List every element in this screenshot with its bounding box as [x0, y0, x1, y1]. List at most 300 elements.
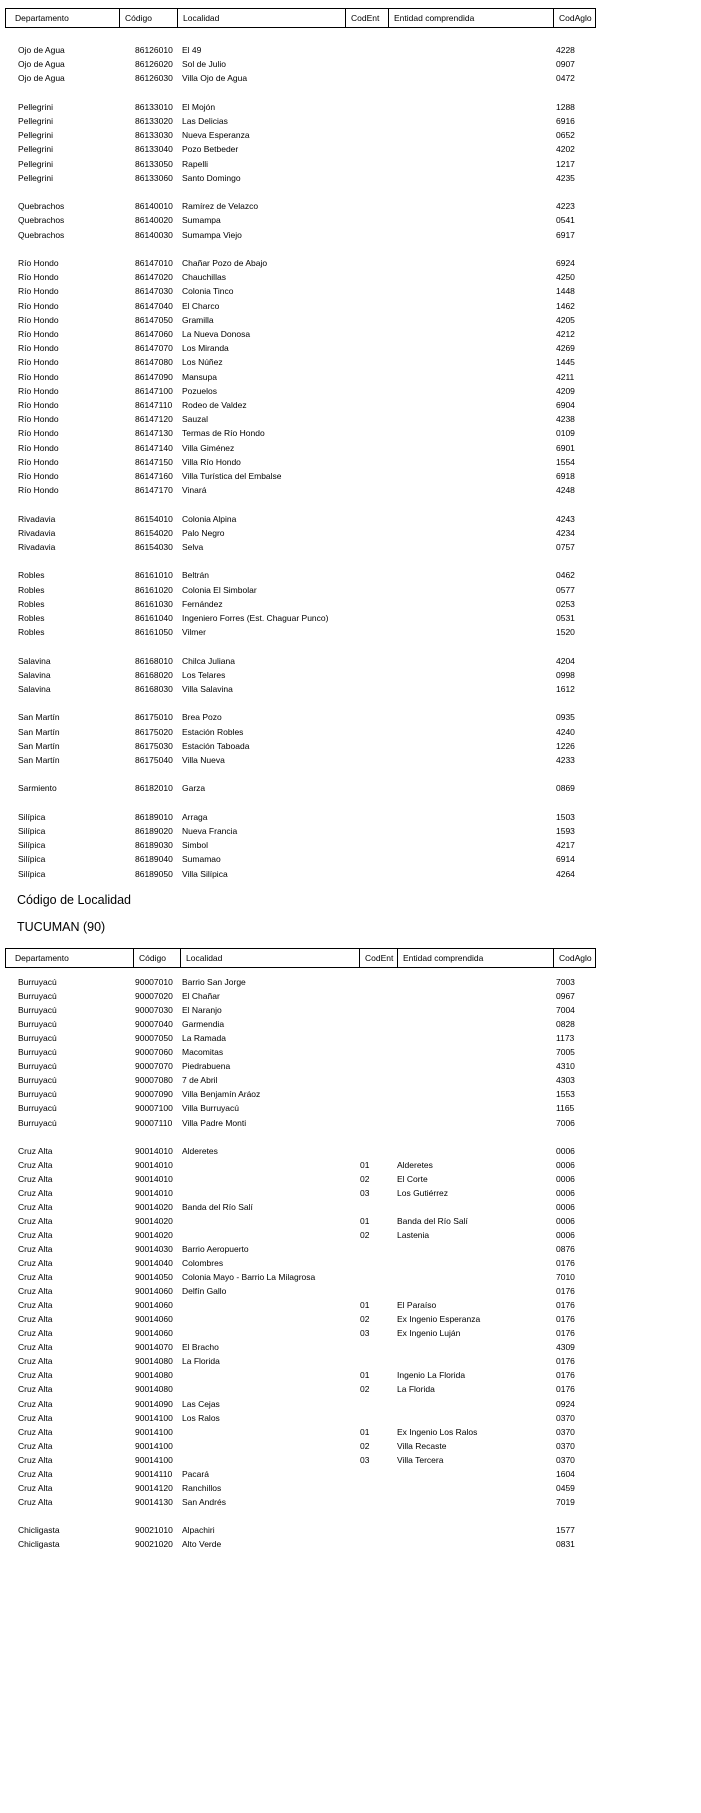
table-row — [0, 1453, 600, 1467]
cell-departamento: Cruz Alta — [18, 1454, 53, 1465]
table-row — [0, 625, 600, 639]
cell-departamento: Río Hondo — [18, 456, 59, 467]
cell-codaglo: 1520 — [556, 627, 575, 638]
cell-codaglo: 1604 — [556, 1468, 575, 1479]
cell-localidad: Las Delicias — [182, 116, 228, 126]
table-row — [0, 213, 600, 227]
cell-codaglo: 0652 — [556, 130, 575, 141]
cell-departamento: Chicligasta — [18, 1539, 60, 1549]
cell-codigo: 86147160 — [135, 471, 173, 481]
table-row — [0, 114, 600, 128]
cell-codaglo: 0924 — [556, 1398, 575, 1409]
header-entidad: Entidad comprendida — [388, 9, 553, 27]
cell-codigo: 86147040 — [135, 300, 173, 311]
cell-codaglo: 0541 — [556, 215, 575, 226]
table-row — [0, 1017, 600, 1031]
table-row — [0, 1003, 600, 1017]
cell-departamento: Río Hondo — [18, 300, 59, 311]
cell-localidad: Sumampa Viejo — [182, 229, 242, 240]
cell-codaglo: 0998 — [556, 669, 575, 680]
table-row — [0, 852, 600, 866]
cell-codaglo: 1173 — [556, 1033, 575, 1044]
table-row — [0, 1228, 600, 1242]
table-row — [0, 781, 600, 795]
cell-localidad: Chauchillas — [182, 272, 226, 283]
cell-codigo: 90007020 — [135, 991, 173, 1002]
cell-codent: 01 — [360, 1426, 370, 1437]
table-row — [0, 71, 600, 85]
cell-localidad: Delfín Gallo — [182, 1286, 227, 1297]
table-row — [0, 1256, 600, 1270]
table-row — [0, 1073, 600, 1087]
cell-codigo: 86175040 — [135, 755, 173, 765]
table-row — [0, 753, 600, 767]
cell-localidad: Chilca Juliana — [182, 655, 235, 666]
table-row — [0, 739, 600, 753]
cell-entidad: Ingenio La Florida — [397, 1370, 466, 1381]
cell-codigo: 90014110 — [135, 1468, 173, 1479]
cell-localidad: Pozo Betbeder — [182, 144, 239, 155]
cell-codigo: 86161040 — [135, 613, 173, 623]
cell-codigo: 90014100 — [135, 1440, 173, 1451]
table-row — [0, 1368, 600, 1382]
cell-codaglo: 0176 — [556, 1258, 575, 1268]
cell-codent: 02 — [360, 1314, 370, 1325]
cell-codigo: 90007100 — [135, 1103, 173, 1114]
cell-codigo: 86133020 — [135, 116, 173, 126]
table-row — [0, 540, 600, 554]
cell-localidad: Selva — [182, 542, 204, 552]
table-row — [0, 526, 600, 540]
cell-departamento: Río Hondo — [18, 314, 59, 325]
table-row — [0, 341, 600, 355]
cell-departamento: Cruz Alta — [18, 1229, 53, 1240]
cell-localidad: El Mojón — [182, 101, 216, 112]
cell-codigo: 90007030 — [135, 1005, 173, 1016]
cell-codigo: 90007080 — [135, 1075, 173, 1086]
cell-codigo: 86147120 — [135, 414, 173, 425]
cell-departamento: San Martín — [18, 755, 60, 765]
cell-localidad: Las Cejas — [182, 1398, 220, 1409]
table-row — [0, 1031, 600, 1045]
cell-codaglo: 4212 — [556, 329, 575, 339]
cell-codaglo: 0462 — [556, 570, 575, 581]
table-row — [0, 654, 600, 668]
cell-codaglo: 6924 — [556, 258, 575, 268]
cell-codaglo: 0176 — [556, 1314, 575, 1325]
table-row — [0, 370, 600, 384]
cell-codigo: 86133030 — [135, 130, 173, 141]
cell-departamento: Pellegrini — [18, 130, 53, 141]
cell-departamento: Cruz Alta — [18, 1300, 53, 1311]
cell-codaglo: 4233 — [556, 755, 575, 765]
header-codaglo: CodAglo — [553, 949, 596, 967]
cell-departamento: Río Hondo — [18, 442, 59, 453]
table-row — [0, 512, 600, 526]
table-row — [0, 313, 600, 327]
table-row — [0, 1397, 600, 1411]
cell-codaglo: 1612 — [556, 684, 575, 694]
cell-departamento: San Martín — [18, 726, 60, 737]
table-row — [0, 568, 600, 582]
cell-departamento: Rivadavia — [18, 513, 56, 524]
table-row — [0, 611, 600, 625]
cell-localidad: Fernández — [182, 598, 223, 609]
cell-localidad: Santo Domingo — [182, 172, 241, 183]
cell-codigo: 90014060 — [135, 1300, 173, 1311]
cell-localidad: La Ramada — [182, 1033, 226, 1044]
cell-localidad: El Chañar — [182, 991, 220, 1002]
cell-codaglo: 1503 — [556, 811, 575, 822]
cell-codigo: 86133050 — [135, 158, 173, 169]
cell-codaglo: 6918 — [556, 471, 575, 481]
cell-codigo: 86147020 — [135, 272, 173, 283]
table-row — [0, 142, 600, 156]
table-row — [0, 1537, 600, 1551]
cell-codent: 01 — [360, 1300, 370, 1311]
cell-codigo: 86168020 — [135, 669, 173, 680]
cell-localidad: Colonia Tinco — [182, 286, 234, 297]
cell-entidad: Alderetes — [397, 1159, 433, 1170]
cell-localidad: Gramilla — [182, 314, 214, 325]
cell-codaglo: 4228 — [556, 45, 575, 55]
cell-departamento: Salavina — [18, 669, 51, 680]
cell-departamento: Río Hondo — [18, 400, 59, 410]
table-row — [0, 355, 600, 369]
cell-entidad: Ex Ingenio Luján — [397, 1328, 461, 1339]
cell-departamento: Ojo de Agua — [18, 73, 65, 84]
cell-codaglo: 7010 — [556, 1272, 575, 1283]
cell-departamento: Río Hondo — [18, 286, 59, 297]
cell-codigo: 86147070 — [135, 343, 173, 354]
cell-localidad: Villa Río Hondo — [182, 456, 241, 467]
cell-codaglo: 0006 — [556, 1187, 575, 1198]
cell-codigo: 90014020 — [135, 1201, 173, 1212]
table-row — [0, 228, 600, 242]
table-row — [0, 682, 600, 696]
cell-localidad: Colonia Alpina — [182, 513, 237, 524]
cell-codigo: 90014080 — [135, 1370, 173, 1381]
cell-departamento: Río Hondo — [18, 343, 59, 354]
cell-codaglo: 4235 — [556, 172, 575, 183]
cell-localidad: Alto Verde — [182, 1539, 222, 1549]
cell-codigo: 86126020 — [135, 59, 173, 70]
table-header — [5, 948, 596, 968]
table-row — [0, 1144, 600, 1158]
cell-localidad: Estación Robles — [182, 726, 244, 737]
cell-codaglo: 4217 — [556, 840, 575, 851]
header-codigo: Código — [119, 9, 177, 27]
cell-codigo: 90014130 — [135, 1496, 173, 1507]
cell-departamento: Silípica — [18, 868, 46, 879]
cell-departamento: Burruyacú — [18, 1089, 57, 1100]
cell-localidad: Alpachiri — [182, 1524, 215, 1535]
header-codaglo: CodAglo — [553, 9, 596, 27]
cell-departamento: Cruz Alta — [18, 1384, 53, 1395]
cell-departamento: San Martín — [18, 740, 60, 751]
header-departamento: Departamento — [15, 13, 69, 23]
cell-codaglo: 4248 — [556, 485, 575, 496]
cell-localidad: Beltrán — [182, 570, 209, 581]
cell-departamento: Sarmiento — [18, 783, 57, 794]
cell-codent: 02 — [360, 1384, 370, 1395]
table-row — [0, 1214, 600, 1228]
cell-localidad: Los Telares — [182, 669, 226, 680]
cell-codigo: 86133060 — [135, 172, 173, 183]
cell-codigo: 90007060 — [135, 1047, 173, 1058]
header-departamento: Departamento — [15, 953, 69, 963]
cell-localidad: Termas de Río Hondo — [182, 428, 265, 439]
table-row — [0, 426, 600, 440]
table-row — [0, 989, 600, 1003]
cell-localidad: El Bracho — [182, 1342, 219, 1353]
cell-departamento: Burruyacú — [18, 991, 57, 1002]
cell-codigo: 86175030 — [135, 740, 173, 751]
cell-codent: 02 — [360, 1229, 370, 1240]
cell-localidad: Villa Giménez — [182, 442, 235, 453]
cell-departamento: Cruz Alta — [18, 1398, 53, 1409]
cell-departamento: Río Hondo — [18, 385, 59, 396]
table-row — [0, 1045, 600, 1059]
cell-codigo: 90014060 — [135, 1314, 173, 1325]
table-row — [0, 412, 600, 426]
cell-departamento: Río Hondo — [18, 272, 59, 283]
cell-localidad: Nueva Esperanza — [182, 130, 250, 141]
cell-localidad: Colombres — [182, 1258, 224, 1268]
cell-codaglo: 4240 — [556, 726, 575, 737]
cell-codaglo: 6916 — [556, 116, 575, 126]
table-row — [0, 710, 600, 724]
cell-localidad: Villa Burruyacú — [182, 1103, 240, 1114]
cell-codaglo: 4202 — [556, 144, 575, 155]
cell-localidad: Villa Benjamín Aráoz — [182, 1089, 261, 1100]
cell-codaglo: 4303 — [556, 1075, 575, 1086]
cell-localidad: El Naranjo — [182, 1005, 222, 1016]
cell-localidad: 7 de Abril — [182, 1075, 218, 1086]
table-row — [0, 838, 600, 852]
cell-codaglo: 1577 — [556, 1524, 575, 1535]
cell-codaglo: 1165 — [556, 1103, 575, 1114]
cell-codaglo: 0370 — [556, 1454, 575, 1465]
cell-codigo: 86189040 — [135, 854, 173, 865]
cell-codigo: 86147090 — [135, 371, 173, 382]
table-row — [0, 1270, 600, 1284]
table-row — [0, 483, 600, 497]
cell-departamento: Robles — [18, 598, 45, 609]
cell-localidad: Sauzal — [182, 414, 208, 425]
table-row — [0, 1425, 600, 1439]
cell-departamento: Pellegrini — [18, 101, 53, 112]
header-codent: CodEnt — [345, 9, 388, 27]
cell-codigo: 86147100 — [135, 385, 173, 396]
cell-codaglo: 1553 — [556, 1089, 575, 1100]
cell-localidad: Garza — [182, 783, 206, 794]
table-row — [0, 725, 600, 739]
cell-codigo: 86189030 — [135, 840, 173, 851]
cell-codigo: 86147110 — [135, 400, 173, 410]
cell-codaglo: 0176 — [556, 1328, 575, 1339]
cell-codigo: 86147140 — [135, 442, 173, 453]
cell-localidad: Simbol — [182, 840, 208, 851]
cell-departamento: Cruz Alta — [18, 1187, 53, 1198]
cell-departamento: Burruyacú — [18, 1019, 57, 1030]
cell-codent: 02 — [360, 1440, 370, 1451]
cell-departamento: Cruz Alta — [18, 1482, 53, 1493]
cell-departamento: Cruz Alta — [18, 1342, 53, 1353]
cell-codigo: 90007090 — [135, 1089, 173, 1100]
cell-codaglo: 4209 — [556, 385, 575, 396]
cell-localidad: Pozuelos — [182, 385, 217, 396]
cell-codaglo: 0006 — [556, 1159, 575, 1170]
cell-codigo: 86147010 — [135, 258, 173, 268]
cell-codigo: 90014100 — [135, 1454, 173, 1465]
cell-codaglo: 6917 — [556, 229, 575, 240]
cell-departamento: Cruz Alta — [18, 1286, 53, 1297]
cell-departamento: Cruz Alta — [18, 1201, 53, 1212]
cell-localidad: Macomitas — [182, 1047, 224, 1058]
cell-codent: 03 — [360, 1187, 370, 1198]
cell-codaglo: 6904 — [556, 400, 575, 410]
cell-localidad: Garmendia — [182, 1019, 225, 1030]
cell-codigo: 90014100 — [135, 1426, 173, 1437]
table-row — [0, 398, 600, 412]
cell-entidad: La Florida — [397, 1384, 435, 1395]
cell-localidad: Los Ralos — [182, 1412, 220, 1423]
cell-localidad: Chañar Pozo de Abajo — [182, 258, 268, 268]
cell-codigo: 90014010 — [135, 1159, 173, 1170]
table-row — [0, 867, 600, 881]
cell-departamento: Ojo de Agua — [18, 59, 65, 70]
cell-codigo: 90014060 — [135, 1286, 173, 1297]
table-row — [0, 583, 600, 597]
cell-codent: 03 — [360, 1328, 370, 1339]
table-row — [0, 1158, 600, 1172]
cell-codigo: 86133010 — [135, 101, 173, 112]
table-row — [0, 1382, 600, 1396]
table-row — [0, 1439, 600, 1453]
table-row — [0, 256, 600, 270]
table-row — [0, 384, 600, 398]
cell-codigo: 86189010 — [135, 811, 173, 822]
table-row — [0, 597, 600, 611]
cell-codigo: 90021010 — [135, 1524, 173, 1535]
cell-localidad: Arraga — [182, 811, 208, 822]
cell-codigo: 90014010 — [135, 1145, 173, 1156]
cell-departamento: Río Hondo — [18, 329, 59, 339]
cell-codaglo: 4264 — [556, 868, 575, 879]
cell-codaglo: 0006 — [556, 1215, 575, 1226]
cell-departamento: Cruz Alta — [18, 1159, 53, 1170]
cell-departamento: Cruz Alta — [18, 1468, 53, 1479]
cell-codigo: 86140010 — [135, 201, 173, 212]
cell-localidad: Ramírez de Velazco — [182, 201, 259, 212]
cell-codaglo: 6901 — [556, 442, 575, 453]
cell-localidad: Vinará — [182, 485, 207, 496]
cell-codigo: 86175020 — [135, 726, 173, 737]
cell-codaglo: 4310 — [556, 1061, 575, 1072]
cell-departamento: Cruz Alta — [18, 1173, 53, 1184]
cell-codaglo: 1448 — [556, 286, 575, 297]
table-row — [0, 1200, 600, 1214]
cell-codaglo: 0935 — [556, 712, 575, 723]
cell-departamento: Salavina — [18, 655, 51, 666]
cell-localidad: Barrio Aeropuerto — [182, 1243, 249, 1254]
table-row — [0, 1059, 600, 1073]
cell-codigo: 90014020 — [135, 1215, 173, 1226]
cell-codigo: 86168030 — [135, 684, 173, 694]
cell-codigo: 90007010 — [135, 977, 173, 987]
cell-codigo: 86182010 — [135, 783, 173, 794]
cell-departamento: Río Hondo — [18, 485, 59, 496]
table-row — [0, 128, 600, 142]
header-entidad: Entidad comprendida — [397, 949, 553, 967]
table-row — [0, 810, 600, 824]
cell-departamento: Burruyacú — [18, 1075, 57, 1086]
cell-departamento: Burruyacú — [18, 1047, 57, 1058]
cell-codaglo: 0876 — [556, 1243, 575, 1254]
cell-codigo: 90014100 — [135, 1412, 173, 1423]
cell-departamento: Burruyacú — [18, 1033, 57, 1044]
table-row — [0, 327, 600, 341]
table-row — [0, 824, 600, 838]
cell-codaglo: 0370 — [556, 1426, 575, 1437]
cell-codigo: 90014080 — [135, 1384, 173, 1395]
cell-codaglo: 0831 — [556, 1539, 575, 1549]
cell-entidad: Lastenia — [397, 1229, 430, 1240]
cell-codaglo: 0869 — [556, 783, 575, 794]
table-row — [0, 1312, 600, 1326]
cell-departamento: Quebrachos — [18, 229, 65, 240]
cell-codigo: 86168010 — [135, 655, 173, 666]
cell-departamento: Burruyacú — [18, 1103, 57, 1114]
cell-codigo: 86175010 — [135, 712, 173, 723]
cell-codaglo: 0370 — [556, 1440, 575, 1451]
table-row — [0, 1284, 600, 1298]
cell-departamento: Rivadavia — [18, 542, 56, 552]
cell-codent: 01 — [360, 1159, 370, 1170]
cell-localidad: Sol de Julio — [182, 59, 226, 70]
cell-localidad: Villa Salavina — [182, 684, 233, 694]
table-row — [0, 1481, 600, 1495]
cell-localidad: Pacará — [182, 1468, 209, 1479]
cell-localidad: Rodeo de Valdez — [182, 400, 247, 410]
cell-codaglo: 0828 — [556, 1019, 575, 1030]
table-row — [0, 1087, 600, 1101]
cell-codaglo: 1445 — [556, 357, 575, 368]
cell-codent: 01 — [360, 1215, 370, 1226]
table-row — [0, 299, 600, 313]
cell-codaglo: 4243 — [556, 513, 575, 524]
cell-departamento: Robles — [18, 584, 45, 595]
cell-localidad: Palo Negro — [182, 527, 225, 538]
cell-departamento: Cruz Alta — [18, 1496, 53, 1507]
cell-departamento: Silípica — [18, 811, 46, 822]
cell-codent: 02 — [360, 1173, 370, 1184]
cell-codaglo: 4204 — [556, 655, 575, 666]
cell-codigo: 90007070 — [135, 1061, 173, 1072]
cell-localidad: El 49 — [182, 45, 202, 55]
cell-codigo: 90014050 — [135, 1272, 173, 1283]
cell-localidad: La Florida — [182, 1356, 220, 1367]
cell-localidad: Rapelli — [182, 158, 208, 169]
cell-entidad: Ex Ingenio Esperanza — [397, 1314, 481, 1325]
cell-codent: 01 — [360, 1370, 370, 1381]
cell-codigo: 90014030 — [135, 1243, 173, 1254]
cell-entidad: Villa Recaste — [397, 1440, 447, 1451]
table-header — [5, 8, 596, 28]
table-row — [0, 1495, 600, 1509]
cell-codaglo: 1217 — [556, 158, 575, 169]
